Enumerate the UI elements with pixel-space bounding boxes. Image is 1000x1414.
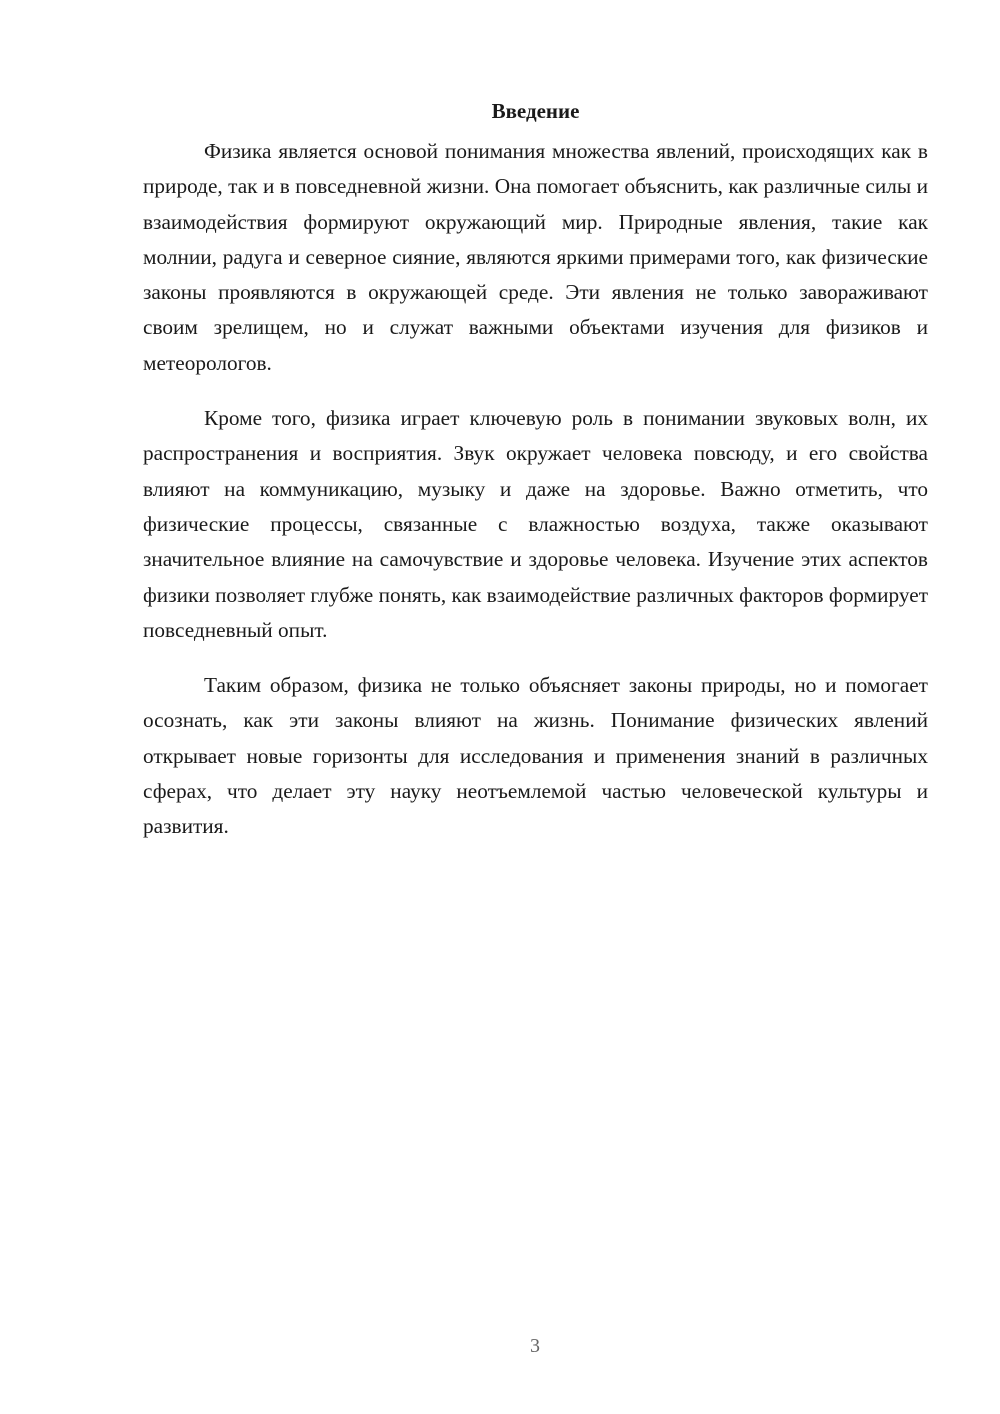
paragraph-1: Физика является основой понимания множества явлений, происходящих как в природе, так и в повседневной жизни. Она помогает объяснить, как различные силы и взаимодействия формируют окружающий мир. Природные явления, такие как молнии, радуга и северное сияние, являются яркими примерами того, как физические законы проявляются в окружающей среде. Эти явления не только завораживают своим зрелищем, но и служат важными объектами изучения для физиков и метеорологов. — [143, 139, 928, 375]
page-number: 3 — [530, 1335, 540, 1357]
paragraph-2: Кроме того, физика играет ключевую роль в понимании звуковых волн, их распространения и восприятия. Звук окружает человека повсюду, и его свойства влияют на коммуникацию, музыку и даже на здоровье. Важно отметить, что физические процессы, связанные с влажностью воздуха, также оказывают значительное влияние на самочувствие и здоровье человека. Изучение этих аспектов физики позволяет глубже понять, как взаимодействие различных факторов формирует повседневный опыт. — [143, 406, 928, 642]
page-content — [143, 96, 928, 865]
paragraph-3: Таким образом, физика не только объясняет законы природы, но и помогает осознать, как эти законы влияют на жизнь. Понимание физических явлений открывает новые горизонты для исследования и применения знаний в различных сферах, что делает эту науку неотъемлемой частью человеческой культуры и развития. — [143, 673, 928, 839]
section-title: Введение — [491, 99, 580, 123]
